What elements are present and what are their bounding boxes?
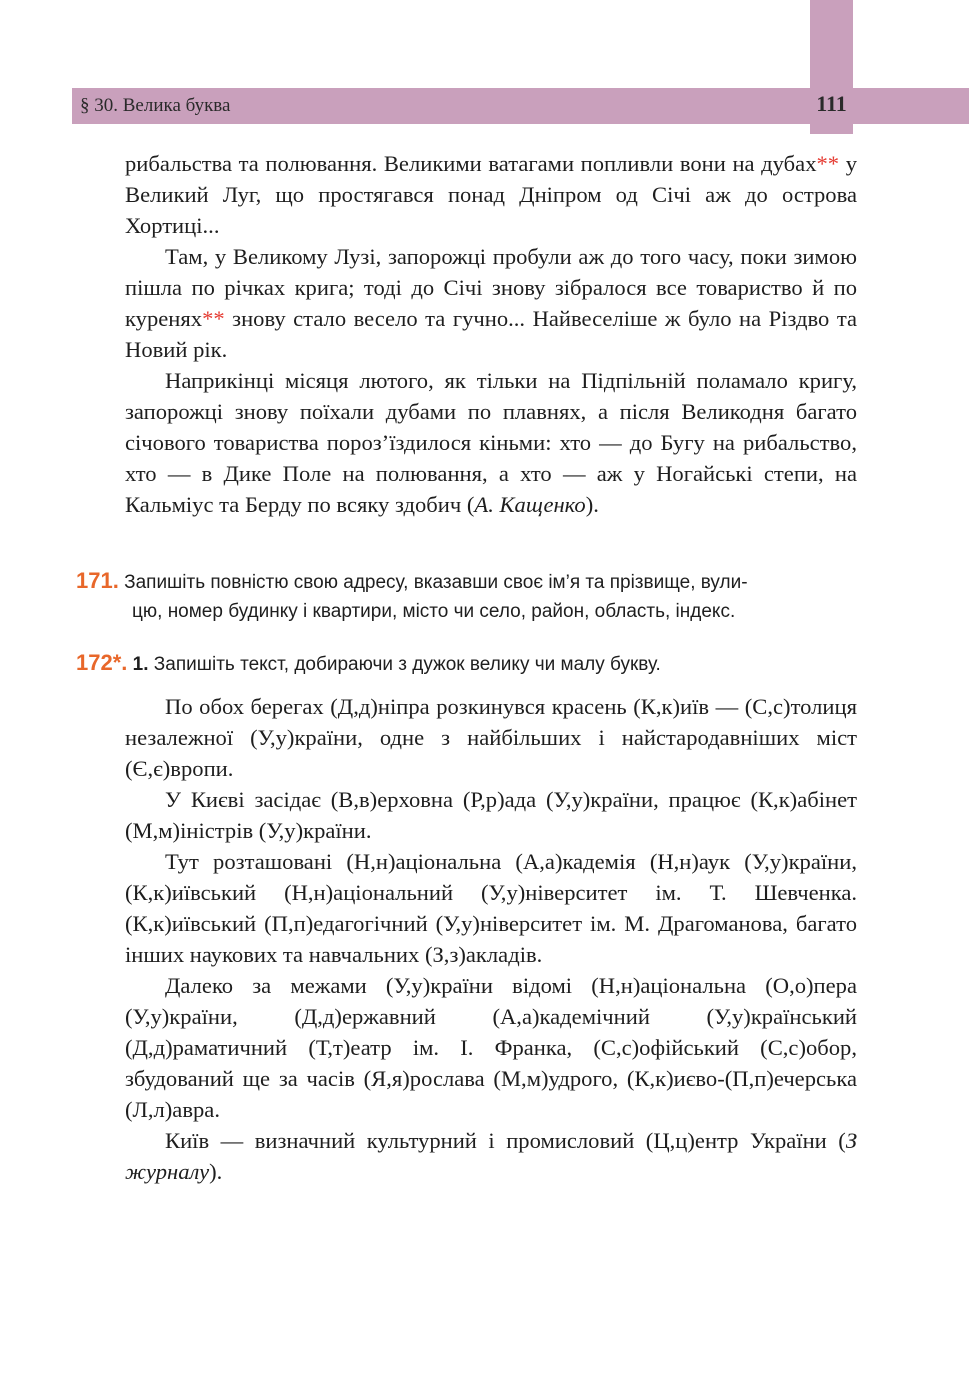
author: А. Кащенко bbox=[474, 492, 586, 517]
exercise-text-continued: цю, номер будинку і квартири, місто чи село, район, область, індекс. bbox=[132, 601, 736, 622]
exercise-number: 172 bbox=[76, 650, 113, 675]
text-passage-2 bbox=[125, 691, 857, 1187]
paragraph: У Києві засідає (В,в)ерховна (Р,р)ада (У,у)країни, працює (К,к)абінет (М,м)іністрів (У,у)країни. bbox=[125, 787, 857, 843]
paragraph: Київ — визначний культурний і промисловий (Ц,ц)ентр України (З журналу). bbox=[125, 1128, 857, 1184]
paragraph: Далеко за межами (У,у)країни відомі (Н,н)аціональна (О,о)пера (У,у)країни, (Д,д)ержавний (А,а)кадемічний (У,у)країнський (Д,д)раматичний (Т,т)еатр ім. І. Франка, (С,с)офійський (С,с)обор, збудований ще за часів (Я,я)рослава (М,м)удрого, (К,к)иєво-(П,п)ечерська (Л,л)авра. bbox=[125, 973, 857, 1122]
paragraph: Там, у Великому Лузі, запорожці пробули аж до того часу, поки зимою пішла по річках крига; тоді до Січі знову зібралося все товариство й по куренях** знову стало весело та гучно... Найвеселіше ж було на Різдво та Новий рік. bbox=[125, 244, 857, 362]
footnote-star: ** bbox=[816, 151, 840, 176]
text-passage-1 bbox=[125, 148, 857, 520]
section-title: § 30. Велика буква bbox=[80, 95, 231, 116]
exercise-text: Запишіть повністю свою адресу, вказавши своє ім’я та прізвище, вули- bbox=[118, 572, 748, 593]
paragraph: Наприкінці місяця лютого, як тільки на Підпільній поламало кригу, запорожці знову поїхали дубами по плавнях, а після Великодня багато січового товариства пороз’їздилося кіньми: хто — до Бугу на рибальство, хто — в Дике Поле на полювання, а хто — аж у Ногайські степи, на Кальміус та Берду по всяку здобич (А. Кащенко). bbox=[125, 368, 857, 517]
exercise-number: 171. bbox=[76, 568, 119, 593]
exercise-171 bbox=[76, 566, 858, 626]
paragraph: рибальства та полювання. Великими ватагами попливли вони на дубах** у Великий Луг, що простягався понад Дніпром од Січі аж до острова Хортиці... bbox=[125, 151, 857, 238]
paragraph: Тут розташовані (Н,н)аціональна (А,а)кадемія (Н,н)аук (У,у)країни, (К,к)иївський (Н,н)аціональний (У,у)ніверситет ім. Т. Шевченка. (К,к)иївський (П,п)едагогічний (У,у)ніверситет ім. М. Драгоманова, багато інших наукових та навчальних (З,з)акладів. bbox=[125, 849, 857, 967]
page-number: 111 bbox=[816, 91, 847, 116]
footnote-star: ** bbox=[202, 306, 225, 331]
exercise-172 bbox=[76, 648, 858, 679]
page-tab bbox=[810, 0, 853, 134]
exercise-star: *. bbox=[112, 650, 128, 675]
exercise-text: Запишіть текст, добираючи з дужок велику чи малу букву. bbox=[148, 654, 661, 675]
source: З журналу bbox=[125, 1128, 857, 1184]
exercise-subnumber: 1. bbox=[127, 654, 149, 675]
paragraph: По обох берегах (Д,д)ніпра розкинувся красень (К,к)иїв — (С,с)толиця незалежної (У,у)країни, одне з найбільших і найстародавніших міст (Є,є)вропи. bbox=[125, 694, 857, 781]
